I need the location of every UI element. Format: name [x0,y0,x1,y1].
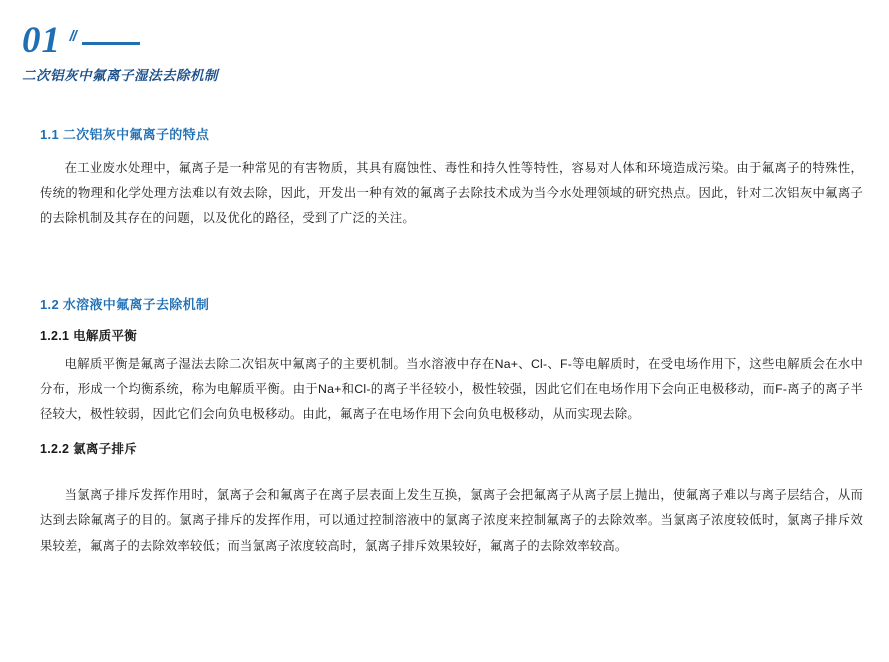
chapter-header [18,0,871,84]
section-heading-1-2: 1.2 水溶液中氟离子去除机制 [40,296,210,312]
spacer [40,465,863,483]
chapter-title: 二次铝灰中氟离子湿法去除机制 [22,68,218,83]
subsection-heading-1-2-1: 1.2.1 电解质平衡 [40,328,138,343]
subsection-heading-1-2-2: 1.2.2 氯离子排斥 [40,442,138,457]
subsection-paragraph-1-2-2: 当氯离子排斥发挥作用时，氯离子会和氟离子在离子层表面上发生互换，氯离子会把氟离子从离子层上抛出，使氟离子难以与离子层结合，从而达到去除氟离子的目的。氯离子排斥的发挥作用，可以通过控制溶液中的氯离子浓度来控制氟离子的去除效率。当氯离子浓度较低时，氯离子排斥效果较差，氟离子的去除效率较低；而当氯离子浓度较高时，氯离子排斥效果较好，氟离子的去除效率较高。 [40,488,863,553]
document-content [18,124,871,559]
section-heading-1-1: 1.1 二次铝灰中氟离子的特点 [40,127,210,142]
chapter-number: 01 [22,20,61,61]
chapter-rule-decoration [82,42,140,45]
chapter-number-row [22,22,871,62]
chapter-slashes-decoration: // [69,28,76,45]
section-paragraph-1-1: 在工业废水处理中，氟离子是一种常见的有害物质，其具有腐蚀性、毒性和持久性等特性，容易对人体和环境造成污染。由于氟离子的特殊性，传统的物理和化学处理方法难以有效去除，因此，开发出一种有效的氟离子去除技术成为当今水处理领域的研究热点。因此，针对二次铝灰中氟离子的去除机制及其存在的问题，以及优化的路径，受到了广泛的关注。 [40,161,863,226]
subsection-paragraph-1-2-1: 电解质平衡是氟离子湿法去除二次铝灰中氟离子的主要机制。当水溶液中存在Na+、Cl-、F-等电解质时，在受电场作用下，这些电解质会在水中分布，形成一个均衡系统，称为电解质平衡。由于Na+和Cl-的离子半径较小，极性较强，因此它们在电场作用下会向正电极移动，而F-离子的离子半径较大，极性较弱，因此它们会向负电极移动。由此，氟离子在电场作用下会向负电极移动，从而实现去除。 [40,356,863,422]
